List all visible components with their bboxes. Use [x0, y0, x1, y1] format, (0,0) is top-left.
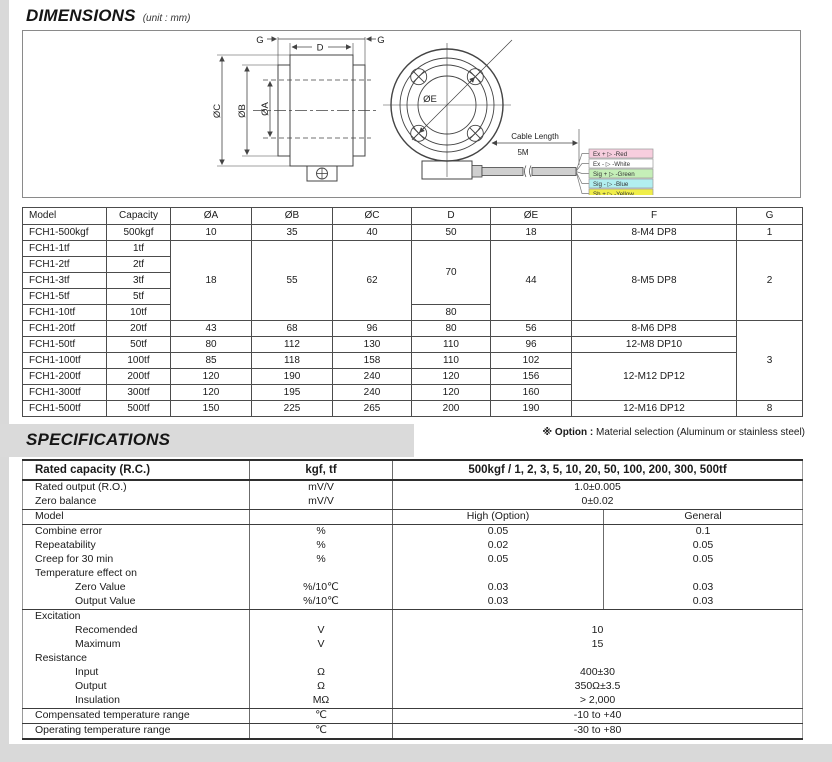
dim-table-cell: 80 [412, 305, 491, 321]
dim-table-cell: 18 [491, 225, 572, 241]
dim-table-cell: 2 [737, 241, 803, 321]
dim-table-cell: 240 [333, 369, 412, 385]
spec-table-cell: V [250, 624, 393, 638]
spec-table-row [23, 581, 803, 595]
dim-table-cell: 190 [252, 369, 333, 385]
spec-table-cell: mV/V [250, 480, 393, 495]
spec-table-cell: > 2,000 [393, 694, 803, 709]
dim-table-cell: 120 [171, 385, 252, 401]
spec-table-cell: 0.03 [604, 595, 803, 610]
dim-table-cell: 10tf [107, 305, 171, 321]
dim-table-row [23, 225, 803, 241]
spec-table-row [23, 610, 803, 625]
spec-table-cell: V [250, 638, 393, 652]
spec-table-cell: Temperature effect on [23, 567, 250, 581]
dim-table-cell: 225 [252, 401, 333, 417]
dim-table-cell: 8-M4 DP8 [572, 225, 737, 241]
spec-table-cell: 1.0±0.005 [574, 481, 621, 494]
spec-table-cell: ℃ [250, 709, 393, 724]
cable-length-value: 5M [517, 148, 529, 157]
spec-table-cell: Insulation [23, 694, 250, 709]
dim-table-cell: 1tf [107, 241, 171, 257]
spec-table-cell: Output Value [23, 595, 250, 610]
dim-table-cell: FCH1-20tf [23, 321, 107, 337]
spec-table-row [23, 652, 803, 666]
specifications-title: SPECIFICATIONS [26, 430, 171, 449]
dim-table-row [23, 321, 803, 337]
option-note [542, 427, 805, 438]
option-note-prefix: ※ Option : [542, 427, 594, 438]
dim-table-cell: 20tf [107, 321, 171, 337]
spec-table-row [23, 624, 803, 638]
dim-table-cell: 120 [412, 369, 491, 385]
dim-label-dia-c: ØC [212, 103, 223, 119]
dim-table-cell: 10 [171, 225, 252, 241]
dim-table-cell: 80 [412, 321, 491, 337]
spec-table-row [23, 525, 803, 540]
dim-table-cell: 50tf [107, 337, 171, 353]
spec-table-cell: Model [23, 510, 250, 525]
dim-table-cell: 190 [491, 401, 572, 417]
specifications-table [22, 459, 803, 740]
dim-table-cell: 195 [252, 385, 333, 401]
dim-table-cell: 3 [737, 321, 803, 401]
dim-table-cell: FCH1-200tf [23, 369, 107, 385]
spec-table-cell: %/10℃ [250, 595, 393, 610]
wire-label-ex-plus: Ex + ▷ -Red [593, 150, 628, 158]
dimensions-title: DIMENSIONS [26, 6, 136, 25]
dim-table-cell: 44 [491, 241, 572, 321]
dim-table-cell: 110 [412, 353, 491, 369]
wire-label-shield: Sh + ▷ -Yellow [593, 190, 634, 195]
dim-table-cell: 300tf [107, 385, 171, 401]
spec-table-cell: 0.05 [487, 553, 509, 566]
dim-table-cell: 55 [252, 241, 333, 321]
spec-table-cell: 15 [591, 638, 604, 651]
spec-table-cell: 0.05 [604, 539, 803, 553]
scan-edge-bottom [0, 744, 832, 762]
dim-table-cell: FCH1-10tf [23, 305, 107, 321]
dim-table-cell: 5tf [107, 289, 171, 305]
dim-table-cell: 102 [491, 353, 572, 369]
load-cell-drawing [23, 31, 800, 195]
dim-table-cell: 12-M16 DP12 [572, 401, 737, 417]
front-view [383, 40, 579, 179]
spec-table-cell: -10 to +40 [393, 709, 803, 724]
spec-table-cell: -30 to +80 [393, 724, 803, 740]
dimension-drawing-box [22, 30, 801, 198]
dim-table-cell: FCH1-1tf [23, 241, 107, 257]
spec-table-cell: High (Option) [393, 510, 604, 525]
dim-table-cell: 200 [412, 401, 491, 417]
dim-table-cell: FCH1-50tf [23, 337, 107, 353]
dim-table-header-cell: D [412, 208, 491, 225]
spec-table-cell: 0.05 [604, 553, 803, 567]
spec-table-cell: 500kgf / 1, 2, 3, 5, 10, 20, 50, 100, 200, 300, 500tf [393, 460, 803, 480]
spec-table-row [23, 460, 803, 480]
dim-table-cell: 43 [171, 321, 252, 337]
spec-table-cell: 400±30 [580, 666, 615, 679]
dim-table-cell: FCH1-100tf [23, 353, 107, 369]
dim-table-cell: 100tf [107, 353, 171, 369]
spec-table-cell: Ω [250, 680, 393, 694]
spec-table-cell [393, 567, 604, 581]
dim-label-g-right: G [377, 35, 385, 46]
dim-table-cell: FCH1-500kgf [23, 225, 107, 241]
dim-label-dia-b: ØB [237, 104, 248, 118]
dim-table-cell: 500tf [107, 401, 171, 417]
dim-table-cell: FCH1-3tf [23, 273, 107, 289]
dimensions-title-row [26, 6, 190, 26]
spec-table-cell: Operating temperature range [23, 724, 250, 740]
dim-table-cell: FCH1-5tf [23, 289, 107, 305]
spec-table-cell: Zero Value [23, 581, 250, 595]
dim-table-cell: FCH1-300tf [23, 385, 107, 401]
spec-table-cell: ℃ [250, 724, 393, 740]
scan-edge-left [0, 0, 9, 762]
dim-table-cell: 50 [412, 225, 491, 241]
spec-table-cell: mV/V [250, 495, 393, 510]
spec-table-cell: kgf, tf [250, 460, 393, 480]
dim-table-cell: 8-M6 DP8 [572, 321, 737, 337]
dim-table-cell: 8 [737, 401, 803, 417]
spec-table-row [23, 539, 803, 553]
spec-table-cell: 0.03 [393, 595, 604, 610]
dim-table-cell: 112 [252, 337, 333, 353]
dim-table-cell: 120 [412, 385, 491, 401]
dim-table-header-row [23, 208, 803, 225]
dim-table-header-cell: Capacity [107, 208, 171, 225]
dim-table-cell: 12-M8 DP10 [572, 337, 737, 353]
spec-table-row [23, 680, 803, 694]
spec-table-cell: % [250, 525, 393, 540]
spec-table-cell: Excitation [23, 610, 250, 625]
dim-table-header-cell: Model [23, 208, 107, 225]
spec-table-cell: Repeatability [23, 539, 250, 553]
dim-table-cell: 2tf [107, 257, 171, 273]
dim-table-cell: 120 [171, 369, 252, 385]
spec-table-cell: Zero balance [23, 495, 250, 510]
dimensions-table [22, 207, 803, 417]
dim-table-cell: 156 [491, 369, 572, 385]
spec-table-cell [604, 567, 803, 581]
spec-table-cell: MΩ [250, 694, 393, 709]
spec-table-body [23, 460, 803, 739]
dim-table-cell: 80 [171, 337, 252, 353]
dim-table-cell: 8-M5 DP8 [572, 241, 737, 321]
cable [472, 166, 576, 178]
side-view [212, 35, 385, 181]
dim-table-body [23, 225, 803, 417]
option-note-text: Material selection (Aluminum or stainless steel) [593, 427, 805, 438]
dim-table-cell: 150 [171, 401, 252, 417]
spec-table-cell: % [250, 539, 393, 553]
dim-table-row [23, 353, 803, 369]
dim-table-cell: 130 [333, 337, 412, 353]
spec-table-cell: 350Ω±3.5 [574, 680, 621, 693]
dim-table-cell: 70 [412, 241, 491, 305]
spec-table-cell: General [604, 510, 803, 525]
dim-table-cell: 56 [491, 321, 572, 337]
dim-table-cell: 158 [333, 353, 412, 369]
dim-table-cell: 110 [412, 337, 491, 353]
dim-table-cell: 265 [333, 401, 412, 417]
spec-table-row [23, 553, 803, 567]
dim-table-cell: FCH1-2tf [23, 257, 107, 273]
spec-table-row [23, 567, 803, 581]
spec-table-cell: Recomended [23, 624, 250, 638]
spec-table-cell: Compensated temperature range [23, 709, 250, 724]
wire-label-sig-plus: Sig + ▷ -Green [593, 170, 635, 178]
spec-table-cell: Resistance [23, 652, 250, 666]
spec-table-cell [250, 652, 393, 666]
dim-label-dia-e: ØE [423, 94, 437, 105]
spec-table-row [23, 480, 803, 495]
spec-table-cell [250, 510, 393, 525]
dim-table-cell: 96 [491, 337, 572, 353]
dim-table-cell: 40 [333, 225, 412, 241]
spec-table-cell: % [250, 553, 393, 567]
dim-table-cell: 200tf [107, 369, 171, 385]
spec-table-cell [393, 652, 803, 666]
dim-table-cell: 1 [737, 225, 803, 241]
spec-table-row [23, 638, 803, 652]
spec-table-cell: Input [23, 666, 250, 680]
spec-table-cell: Creep for 30 min [23, 553, 250, 567]
dim-table-cell: 160 [491, 385, 572, 401]
dimensions-unit-note: (unit : mm) [142, 13, 191, 24]
spec-table-row [23, 694, 803, 709]
spec-table-cell: Maximum [23, 638, 250, 652]
spec-table-cell: Rated capacity (R.C.) [23, 460, 250, 480]
wire-legend [576, 149, 653, 195]
dim-table-cell: 18 [171, 241, 252, 321]
spec-table-row [23, 709, 803, 724]
dim-table-cell: 96 [333, 321, 412, 337]
spec-table-cell: 0.1 [604, 525, 803, 540]
dim-table-cell: 240 [333, 385, 412, 401]
spec-table-cell: Rated output (R.O.) [23, 480, 250, 495]
dim-table-header-cell: ØC [333, 208, 412, 225]
dim-label-g-left: G [256, 35, 264, 46]
dim-table-header-cell: ØB [252, 208, 333, 225]
spec-table-cell: %/10℃ [250, 581, 393, 595]
dim-label-d: D [316, 42, 324, 54]
spec-table-cell: 0.03 [604, 581, 803, 595]
dim-table-header-cell: F [572, 208, 737, 225]
dim-table-cell: 118 [252, 353, 333, 369]
dim-table-cell: 500kgf [107, 225, 171, 241]
dim-label-dia-a: ØA [260, 102, 271, 116]
spec-table-cell: 0±0.02 [393, 495, 803, 510]
spec-table-cell: 10 [591, 624, 604, 637]
wire-label-ex-minus: Ex - ▷ -White [593, 160, 631, 168]
spec-table-row [23, 666, 803, 680]
cable-length-label: Cable Length [511, 132, 559, 141]
spec-table-cell: Combine error [23, 525, 250, 540]
spec-table-row [23, 724, 803, 740]
spec-table-cell [393, 610, 803, 625]
spec-table-row [23, 495, 803, 510]
spec-table-cell: 0.02 [487, 539, 509, 552]
dim-table-cell: 35 [252, 225, 333, 241]
spec-table-cell [250, 610, 393, 625]
dim-table-row [23, 401, 803, 417]
spec-table-row [23, 595, 803, 610]
dim-table-cell: 12-M12 DP12 [572, 353, 737, 401]
spec-table-cell: Ω [250, 666, 393, 680]
spec-table-cell [250, 567, 393, 581]
spec-table-row [23, 510, 803, 525]
dim-table-cell: 85 [171, 353, 252, 369]
spec-table-cell: 0.03 [487, 581, 509, 594]
dim-table-row [23, 241, 803, 257]
wire-label-sig-minus: Sig - ▷ -Blue [593, 180, 629, 188]
dim-table-header-cell: G [737, 208, 803, 225]
dim-table-cell: FCH1-500tf [23, 401, 107, 417]
dim-table-header-cell: ØA [171, 208, 252, 225]
dim-table-header-cell: ØE [491, 208, 572, 225]
spec-table-cell: Output [23, 680, 250, 694]
dim-table-row [23, 337, 803, 353]
dim-table-cell: 62 [333, 241, 412, 321]
dim-table-cell: 68 [252, 321, 333, 337]
dim-table-cell: 3tf [107, 273, 171, 289]
spec-table-cell: 0.05 [487, 525, 509, 538]
